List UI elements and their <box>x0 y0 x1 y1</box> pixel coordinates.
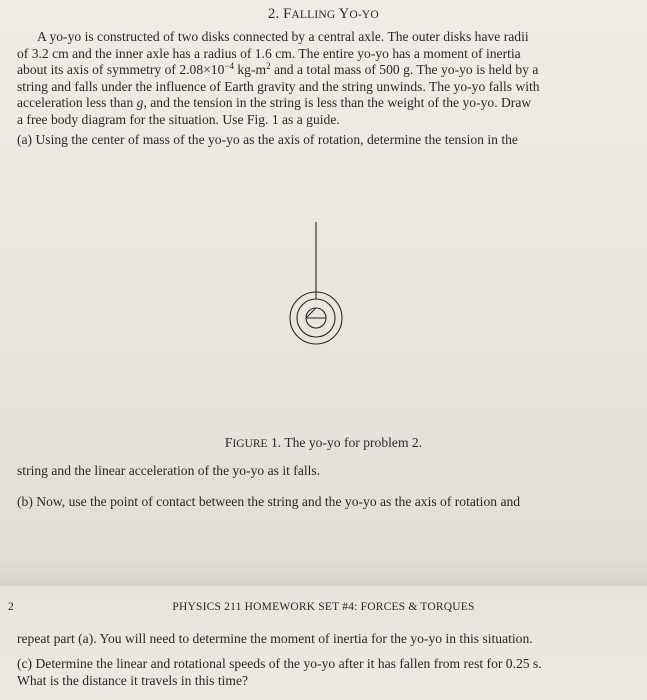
intro-paragraph <box>17 29 629 129</box>
part-a-continuation <box>17 463 629 480</box>
part-c-line2: What is the distance it travels in this time? <box>17 672 249 688</box>
yo-yo-figure <box>270 222 350 352</box>
part-a-line2: string and the linear acceleration of the yo-yo as it falls. <box>17 463 321 478</box>
page-number: 2 <box>8 601 14 613</box>
part-a-question <box>17 132 629 149</box>
figure-caption: FIGURE 1. The yo-yo for problem 2. <box>224 435 423 450</box>
part-b-question <box>17 494 629 511</box>
intro-line: acceleration less than g, and the tension in the string is less than the weight of the yo-yo. Draw <box>17 95 532 111</box>
running-header: PHYSICS 211 HOMEWORK SET #4: FORCES & TORQUES <box>172 601 475 613</box>
intro-line: a free body diagram for the situation. Use Fig. 1 as a guide. <box>17 111 340 127</box>
intro-line: string and falls under the influence of Earth gravity and the string unwinds. The yo-yo falls with <box>17 78 540 94</box>
part-c-question <box>17 656 629 689</box>
page-break <box>0 566 647 586</box>
part-b-line1: (b) Now, use the point of contact between the string and the yo-yo as the axis of rotation and <box>17 494 521 509</box>
intro-line: about its axis of symmetry of $2.08\times 10^{-4}$ $kg-m^2$ and a total mass of 500 g. The yo-yo is held by a <box>17 61 539 78</box>
problem-number: 2. <box>268 6 280 22</box>
problem-title <box>0 6 647 23</box>
intro-line: A yo-yo is constructed of two disks connected by a central axle. The outer disks have radii <box>37 29 529 44</box>
part-b-line2: repeat part (a). You will need to determine the moment of inertia for the yo-yo in this situation. <box>17 631 533 646</box>
problem-name: FALLING YO-YO <box>283 6 379 22</box>
part-c-line1: (c) Determine the linear and rotational speeds of the yo-yo after it has fallen from rest for 0.25 s. <box>17 656 542 671</box>
part-b-continuation <box>17 631 629 648</box>
intro-line: of 3.2 cm and the inner axle has a radius of 1.6 cm. The entire yo-yo has a moment of inertia <box>17 45 521 61</box>
part-a-line1: (a) Using the center of mass of the yo-yo as the axis of rotation, determine the tension in the <box>17 132 518 147</box>
